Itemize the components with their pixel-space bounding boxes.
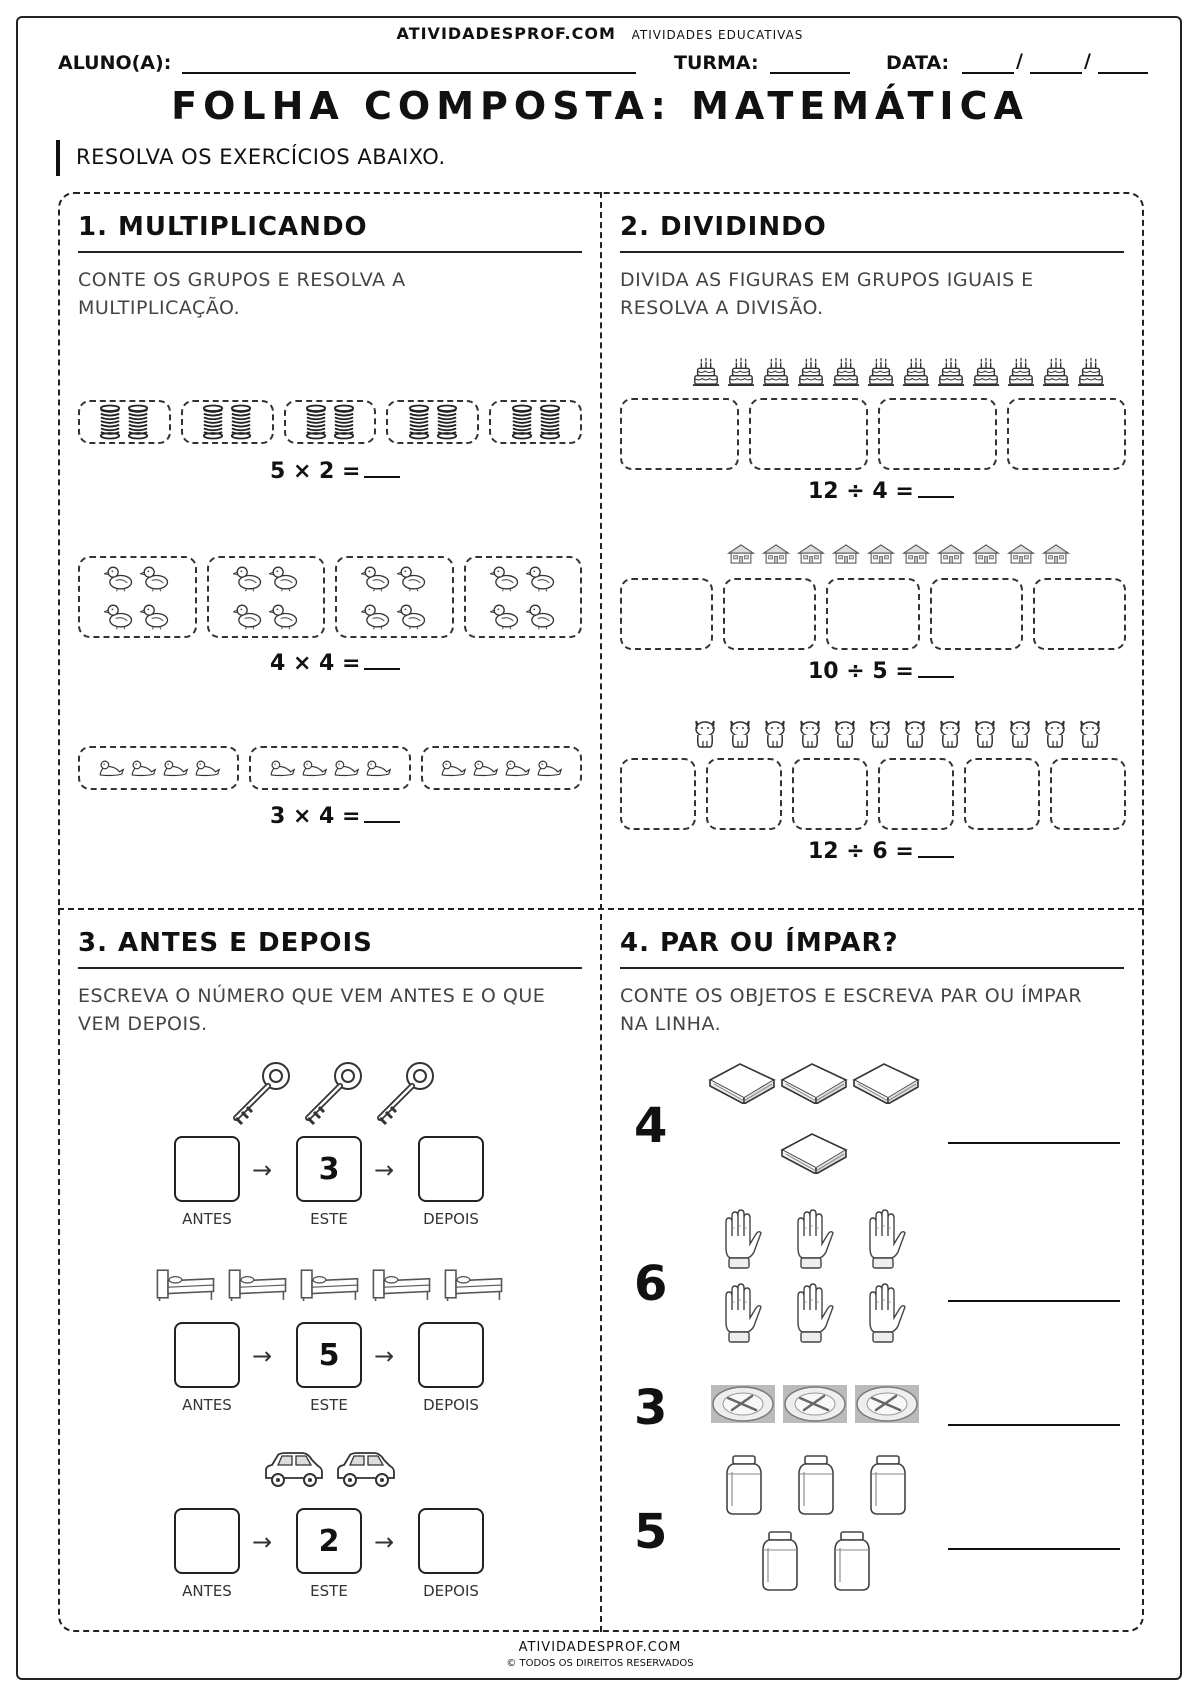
house-icon	[832, 542, 860, 566]
coil-spring-icon	[202, 404, 224, 440]
cake-icon	[1042, 356, 1070, 388]
empty-group-box[interactable]	[706, 758, 782, 830]
coil-spring-icon	[305, 404, 327, 440]
cat-icon	[762, 716, 788, 750]
current-number-box: 5	[296, 1322, 362, 1388]
jar-icon	[868, 1454, 908, 1516]
empty-group-box[interactable]	[723, 578, 816, 650]
duck-icon	[490, 602, 520, 630]
cat-icon	[832, 716, 858, 750]
cat-icon	[1007, 716, 1033, 750]
current-number-box: 3	[296, 1136, 362, 1202]
cake-icon	[902, 356, 930, 388]
empty-group-box[interactable]	[1033, 578, 1126, 650]
duck-icon	[361, 564, 391, 592]
answer-line[interactable]	[948, 1424, 1120, 1426]
box-caption: ANTES	[182, 1582, 232, 1600]
answer-line[interactable]	[948, 1142, 1120, 1144]
equation	[808, 838, 954, 864]
duck-icon	[397, 602, 427, 630]
group-box	[207, 556, 326, 638]
key-icon	[372, 1060, 438, 1130]
section-2-rule	[620, 251, 1124, 253]
box-caption: DEPOIS	[423, 1210, 479, 1228]
house-icon	[972, 542, 1000, 566]
coil-spring-icon	[230, 404, 252, 440]
empty-group-box[interactable]	[620, 398, 739, 470]
book-icon	[778, 1060, 850, 1104]
answer-line[interactable]	[948, 1300, 1120, 1302]
duck-icon	[104, 564, 134, 592]
group-box	[78, 556, 197, 638]
arrow-icon: →	[374, 1156, 395, 1184]
plate-icon	[854, 1384, 920, 1424]
cake-icon	[1007, 356, 1035, 388]
duck-icon	[269, 602, 299, 630]
plate-icon	[782, 1384, 848, 1424]
jar-icon	[796, 1454, 836, 1516]
group-box	[489, 400, 582, 444]
page-title: FOLHA COMPOSTA: MATEMÁTICA	[171, 84, 1029, 128]
house-icon	[867, 542, 895, 566]
answer-blank[interactable]	[364, 803, 400, 823]
duck-icon	[233, 564, 263, 592]
box-caption: ANTES	[182, 1210, 232, 1228]
answer-blank[interactable]	[364, 650, 400, 670]
duck-icon	[269, 564, 299, 592]
key-icon	[300, 1060, 366, 1130]
count-number: 4	[634, 1098, 668, 1154]
bed-icon	[154, 1266, 218, 1302]
equation	[808, 658, 954, 684]
box-caption: ESTE	[310, 1582, 348, 1600]
coil-spring-icon	[408, 404, 430, 440]
arrow-icon: →	[374, 1342, 395, 1370]
box-caption: ESTE	[310, 1210, 348, 1228]
answer-blank[interactable]	[918, 838, 954, 858]
empty-group-box[interactable]	[878, 758, 954, 830]
date-month-line[interactable]	[1030, 50, 1082, 74]
empty-group-box[interactable]	[964, 758, 1040, 830]
section-3-title: 3. ANTES E DEPOIS	[78, 928, 373, 958]
equation-text: 12 ÷ 4 =	[808, 479, 914, 504]
count-number: 6	[634, 1256, 668, 1312]
car-icon	[262, 1450, 324, 1490]
empty-group-box[interactable]	[1050, 758, 1126, 830]
book-icon	[778, 1130, 850, 1174]
section-3-desc: ESCREVA O NÚMERO QUE VEM ANTES E O QUE VEM DEPOIS.	[78, 985, 546, 1035]
duck-icon	[526, 564, 556, 592]
empty-group-box[interactable]	[826, 578, 919, 650]
seal-icon	[333, 759, 359, 777]
coil-spring-icon	[511, 404, 533, 440]
seal-icon	[194, 759, 220, 777]
section-4-desc: CONTE OS OBJETOS E ESCREVA PAR OU ÍMPAR NA LINHA.	[620, 985, 1083, 1035]
data-label: DATA:	[886, 52, 950, 74]
date-slash: /	[1016, 50, 1023, 72]
duck-icon	[140, 564, 170, 592]
turma-label: TURMA:	[674, 52, 759, 74]
book-icon	[706, 1060, 778, 1104]
seal-icon	[162, 759, 188, 777]
seal-icon	[98, 759, 124, 777]
duck-icon	[140, 602, 170, 630]
jar-icon	[832, 1530, 872, 1592]
cat-icon	[902, 716, 928, 750]
empty-group-box[interactable]	[930, 578, 1023, 650]
glove-icon	[788, 1282, 836, 1344]
equation-text: 3 × 4 =	[270, 804, 361, 829]
coil-spring-icon	[127, 404, 149, 440]
duck-icon	[490, 564, 520, 592]
section-2-desc: DIVIDA AS FIGURAS EM GRUPOS IGUAIS E RESOLVA A DIVISÃO.	[620, 269, 1034, 319]
cake-icon	[797, 356, 825, 388]
bed-icon	[370, 1266, 434, 1302]
aluno-label: ALUNO(A):	[58, 52, 172, 74]
group-box	[78, 400, 171, 444]
vertical-divider	[600, 192, 602, 1632]
group-box	[78, 746, 239, 790]
group-box	[181, 400, 274, 444]
house-icon	[937, 542, 965, 566]
section-1-rule	[78, 251, 582, 253]
instruction-text: RESOLVA OS EXERCÍCIOS ABAIXO.	[76, 145, 446, 169]
jar-icon	[724, 1454, 764, 1516]
cat-icon	[972, 716, 998, 750]
glove-icon	[716, 1282, 764, 1344]
glove-icon	[860, 1208, 908, 1270]
section-1-desc: CONTE OS GRUPOS E RESOLVA A MULTIPLICAÇÃO.	[78, 269, 406, 319]
coil-spring-icon	[333, 404, 355, 440]
cake-icon	[832, 356, 860, 388]
cat-icon	[867, 716, 893, 750]
empty-group-box[interactable]	[792, 758, 868, 830]
book-icon	[850, 1060, 922, 1104]
seal-icon	[130, 759, 156, 777]
house-icon	[902, 542, 930, 566]
footer-site: ATIVIDADESPROF.COM	[518, 1640, 682, 1655]
aluno-input-line[interactable]	[182, 50, 636, 74]
house-icon	[727, 542, 755, 566]
duck-icon	[397, 564, 427, 592]
current-number-box: 2	[296, 1508, 362, 1574]
cat-icon	[692, 716, 718, 750]
after-box[interactable]	[418, 1322, 484, 1388]
date-year-line[interactable]	[1098, 50, 1148, 74]
bed-icon	[298, 1266, 362, 1302]
box-caption: DEPOIS	[423, 1396, 479, 1414]
date-day-line[interactable]	[962, 50, 1014, 74]
cake-icon	[867, 356, 895, 388]
answer-blank[interactable]	[364, 458, 400, 478]
section-4-title: 4. PAR OU ÍMPAR?	[620, 928, 899, 958]
seal-icon	[269, 759, 295, 777]
duck-icon	[361, 602, 391, 630]
section-2-title: 2. DIVIDINDO	[620, 212, 827, 242]
site-header	[0, 24, 1200, 43]
answer-blank[interactable]	[918, 478, 954, 498]
coil-spring-icon	[539, 404, 561, 440]
house-icon	[797, 542, 825, 566]
group-box	[284, 400, 377, 444]
arrow-icon: →	[252, 1342, 273, 1370]
house-icon	[762, 542, 790, 566]
equation-text: 5 × 2 =	[270, 459, 361, 484]
seal-icon	[504, 759, 530, 777]
before-box[interactable]	[174, 1322, 240, 1388]
cake-icon	[937, 356, 965, 388]
box-caption: ESTE	[310, 1396, 348, 1414]
seal-icon	[472, 759, 498, 777]
count-number: 3	[634, 1380, 668, 1436]
car-icon	[334, 1450, 396, 1490]
instruction-bar	[56, 140, 60, 176]
section-1-title: 1. MULTIPLICANDO	[78, 212, 368, 242]
arrow-icon: →	[374, 1528, 395, 1556]
glove-icon	[860, 1282, 908, 1344]
turma-input-line[interactable]	[770, 50, 850, 74]
equation-text: 4 × 4 =	[270, 651, 361, 676]
equation-text: 10 ÷ 5 =	[808, 659, 914, 684]
footer-copyright: © TODOS OS DIREITOS RESERVADOS	[506, 1658, 694, 1669]
key-icon	[228, 1060, 294, 1130]
equation	[270, 803, 400, 829]
house-icon	[1007, 542, 1035, 566]
duck-icon	[526, 602, 556, 630]
cake-icon	[692, 356, 720, 388]
equation	[270, 650, 400, 676]
plate-icon	[710, 1384, 776, 1424]
seal-icon	[440, 759, 466, 777]
empty-group-box[interactable]	[878, 398, 997, 470]
coil-spring-icon	[436, 404, 458, 440]
group-box	[335, 556, 454, 638]
before-box[interactable]	[174, 1508, 240, 1574]
arrow-icon: →	[252, 1528, 273, 1556]
equation-text: 12 ÷ 6 =	[808, 839, 914, 864]
group-box	[421, 746, 582, 790]
count-number: 5	[634, 1504, 668, 1560]
seal-icon	[301, 759, 327, 777]
cake-icon	[727, 356, 755, 388]
after-box[interactable]	[418, 1508, 484, 1574]
equation	[270, 458, 400, 484]
section-4-rule	[620, 967, 1124, 969]
box-caption: DEPOIS	[423, 1582, 479, 1600]
glove-icon	[788, 1208, 836, 1270]
group-box	[464, 556, 583, 638]
duck-icon	[104, 602, 134, 630]
section-3-rule	[78, 967, 582, 969]
bed-icon	[442, 1266, 506, 1302]
arrow-icon: →	[252, 1156, 273, 1184]
cat-icon	[727, 716, 753, 750]
cat-icon	[937, 716, 963, 750]
group-box	[386, 400, 479, 444]
empty-group-box[interactable]	[749, 398, 868, 470]
before-box[interactable]	[174, 1136, 240, 1202]
coil-spring-icon	[99, 404, 121, 440]
seal-icon	[365, 759, 391, 777]
glove-icon	[716, 1208, 764, 1270]
cake-icon	[1077, 356, 1105, 388]
after-box[interactable]	[418, 1136, 484, 1202]
group-box	[249, 746, 410, 790]
date-slash: /	[1084, 50, 1091, 72]
cake-icon	[762, 356, 790, 388]
box-caption: ANTES	[182, 1396, 232, 1414]
empty-group-box[interactable]	[620, 758, 696, 830]
answer-blank[interactable]	[918, 658, 954, 678]
equation	[808, 478, 954, 504]
jar-icon	[760, 1530, 800, 1592]
empty-group-box[interactable]	[620, 578, 713, 650]
empty-group-box[interactable]	[1007, 398, 1126, 470]
answer-line[interactable]	[948, 1548, 1120, 1550]
cat-icon	[1077, 716, 1103, 750]
seal-icon	[536, 759, 562, 777]
duck-icon	[233, 602, 263, 630]
horizontal-divider	[58, 908, 1144, 910]
cat-icon	[1042, 716, 1068, 750]
house-icon	[1042, 542, 1070, 566]
site-tagline: ATIVIDADES EDUCATIVAS	[631, 28, 804, 42]
bed-icon	[226, 1266, 290, 1302]
cake-icon	[972, 356, 1000, 388]
site-name: ATIVIDADESPROF.COM	[396, 24, 616, 43]
cat-icon	[797, 716, 823, 750]
